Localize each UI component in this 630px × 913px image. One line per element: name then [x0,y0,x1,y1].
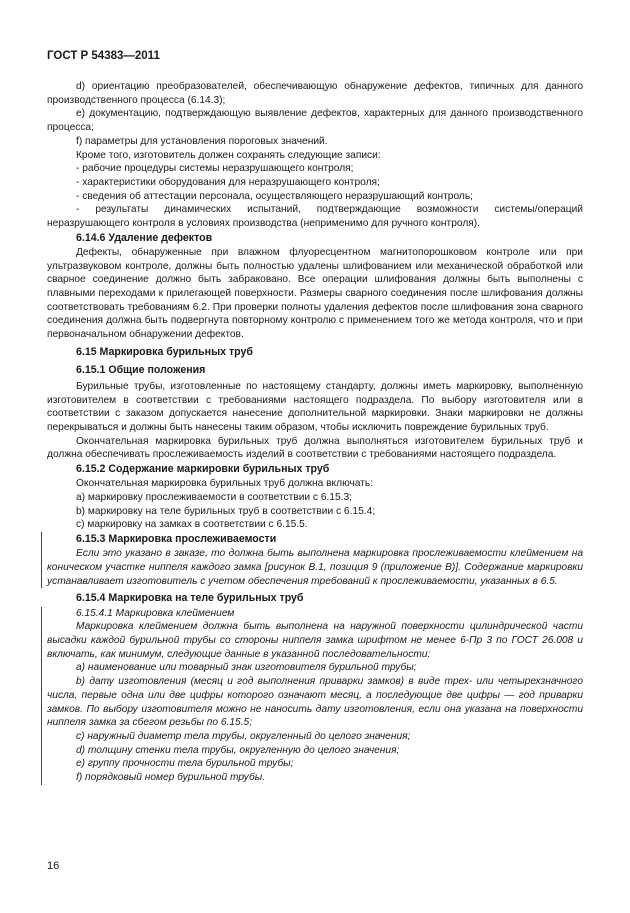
section-6-15-3-text: Если это указано в заказе, то должна быть выполнена маркировка прослеживаемости клеймением на коническом участке ниппеля каждого замка [рисунок В.1, позиция 9 (приложение В)]. Содержание маркировки устанавливает изготовитель с учетом обеспечения требований к прослеживаемости, указанных в 6.5. [47,548,583,587]
section-6-14-6-heading: 6.14.6 Удаление дефектов [76,231,213,244]
section-6-15-4-1-item-c: c) наружный диаметр тела трубы, округленный до целого значения; [76,730,411,742]
section-6-15-2-item-c: c) маркировку на замках в соответствии с 6.15.5. [76,519,308,531]
list-item-d: d) ориентацию преобразователей, обеспечивающую обнаружение дефектов, типичных для данного производственного процесса (6.14.3); [47,81,583,106]
section-6-15-4-1-item-a: a) наименование или товарный знак изготовителя бурильной трубы; [76,662,417,674]
section-6-14-6-text: Дефекты, обнаруженные при влажном флуоресцентном магнитопорошковом контроле или при ультразвуковом контроле, должны быть полностью удалены шлифованием или механической обработкой или сварное соединение должно быть забраковано. Все операции шлифования должны быть выполнены с плавными переходами к прилегающей поверхности. Размеры сварного соединения после шлифования должны соответствовать требованиям 6.2. При проверки полноты удаления дефектов после шлифования зона сварного соединения должна быть подвергнута повторному контролю с применением того же метода контроля, что и при первоначальном обнаружении дефектов. [47,246,583,341]
section-6-15-2-intro: Окончательная маркировка бурильных труб должна включать: [76,478,374,490]
section-6-15-1-paragraph-1: Бурильные трубы, изготовленные по настоящему стандарту, должны иметь маркировку, выполненную изготовителем в соответствии с требованиями настоящего подраздела. По выбору изготовителя или в соответствии с заказом допускается нанесение дополнительной маркировки. Знаки маркировки не должны перекрываться и должны быть нанесены таким образом, чтобы исключить повреждение бурильных труб. [47,380,583,433]
section-6-15-4-heading: 6.15.4 Маркировка на теле бурильных труб [76,592,304,605]
section-6-15-2-item-b: b) маркировку на теле бурильных труб в соответствии с 6.15.4; [76,505,376,517]
revision-marked-block-2 [47,607,583,785]
records-item-1: - рабочие процедуры системы неразрушающего контроля; [76,163,354,175]
section-6-15-3-heading: 6.15.3 Маркировка прослеживаемости [76,533,277,546]
section-6-15-4-1-intro: Маркировка клеймением должна быть выполнена на наружной поверхности цилиндрической части высадки каждой бурильной трубы со стороны ниппеля замка шрифтом не менее 6-Пр 3 по ГОСТ 26.008 и включать, как минимум, следующие данные в указанной последовательности: [47,621,583,660]
section-6-15-1-paragraph-2: Окончательная маркировка бурильных труб должна выполняться изготовителем бурильных труб и должна обеспечивать прослеживаемость изделий в соответствии с требованиями настоящего подраздела. [47,435,583,461]
section-6-15-4-1-item-b: b) дату изготовления (месяц и год выполнения приварки замков) в виде трех- или четырехзначного числа, первые одна или две цифры которого означают месяц, а последующие две цифры — год приварки замков. По выбору изготовителя можно не наносить дату изготовления, если она указана на поверхности ниппеля замка за сбегом резьбы по 6.15.5; [47,676,583,729]
records-item-4: - результаты динамических испытаний, подтверждающие возможности системы/операций неразрушающего контроля в условиях производства (неприменимо для ручного контроля). [47,204,583,230]
records-intro: Кроме того, изготовитель должен сохранять следующие записи: [76,149,381,161]
section-6-15-4-1-item-f: f) порядковый номер бурильной трубы. [76,772,266,784]
section-6-15-4-1-subheading: 6.15.4.1 Маркировка клеймением [76,607,235,619]
section-6-15-heading: 6.15 Маркировка бурильных труб [76,345,253,358]
records-item-2: - характеристики оборудования для неразрушающего контроля; [76,176,380,188]
section-6-15-4-1-item-d: d) толщину стенки тела трубы, округленную до целого значения; [76,744,400,756]
page-content [47,80,583,785]
revision-marked-block-1 [47,532,583,588]
list-item-f: f) параметры для установления пороговых значений. [76,135,328,147]
page-number: 16 [47,860,60,872]
list-item-e: e) документацию, подтверждающую выявление дефектов, характерных для данного производственного процесса; [47,108,583,134]
document-header: ГОСТ Р 54383—2011 [47,50,160,62]
section-6-15-2-item-a: a) маркировку прослеживаемости в соответствии с 6.15.3; [76,491,352,503]
section-6-15-1-heading: 6.15.1 Общие положения [76,364,206,377]
section-6-15-4-1-item-e: e) группу прочности тела бурильной трубы; [76,758,294,770]
records-item-3: - сведения об аттестации персонала, осуществляющего неразрушающий контроль; [76,190,473,202]
section-6-15-2-heading: 6.15.2 Содержание маркировки бурильных труб [76,463,330,476]
